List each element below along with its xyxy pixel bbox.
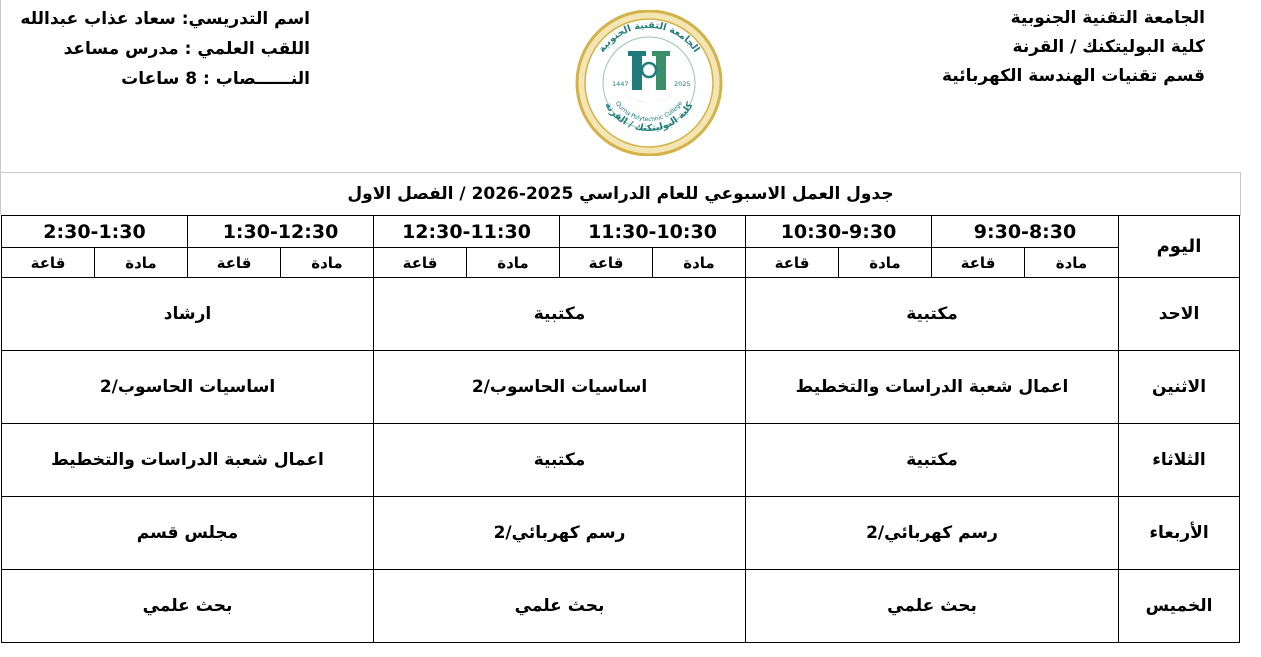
day-name: الاثنين [1119, 351, 1240, 424]
subject-label: مادة [653, 248, 746, 278]
time-slot: 9:30-8:30 [932, 216, 1119, 248]
instructor-header [20, 4, 310, 94]
schedule-title: جدول العمل الاسبوعي للعام الدراسي 2025-2026 / الفصل الاول [0, 172, 1240, 215]
room-label: قاعة [560, 248, 653, 278]
schedule-table [1, 215, 1240, 643]
schedule-cell: بحث علمي [374, 570, 746, 643]
frame-line [0, 0, 1, 172]
department-name: قسم تقنيات الهندسة الكهربائية [942, 66, 1205, 86]
subject-label: مادة [1025, 248, 1119, 278]
table-row [2, 497, 1240, 570]
schedule-cell: مكتبية [374, 278, 746, 351]
time-slot: 1:30-12:30 [188, 216, 374, 248]
institution-header [905, 4, 1205, 91]
logo-english-text: Qurna Polytechnic College [613, 100, 685, 124]
schedule-cell: ارشاد [2, 278, 374, 351]
schedule-cell: بحث علمي [2, 570, 374, 643]
day-name: الاحد [1119, 278, 1240, 351]
table-row [2, 278, 1240, 351]
time-slot: 10:30-9:30 [746, 216, 932, 248]
subject-label: مادة [95, 248, 188, 278]
schedule-cell: اساسيات الحاسوب/2 [2, 351, 374, 424]
schedule-cell: اساسيات الحاسوب/2 [374, 351, 746, 424]
college-name: كلية البوليتكنك / القرنة [1012, 37, 1205, 57]
schedule-cell: مكتبية [374, 424, 746, 497]
university-name: الجامعة التقنية الجنوبية [1010, 8, 1205, 28]
table-row [2, 570, 1240, 643]
schedule-cell: مكتبية [746, 424, 1119, 497]
time-slot: 12:30-11:30 [374, 216, 560, 248]
room-label: قاعة [2, 248, 95, 278]
schedule-cell: مكتبية [746, 278, 1119, 351]
subject-label: مادة [467, 248, 560, 278]
schedule-cell: مجلس قسم [2, 497, 374, 570]
schedule-cell: رسم كهربائي/2 [746, 497, 1119, 570]
subject-label: مادة [839, 248, 932, 278]
teaching-load: النــــــصاب : 8 ساعات [121, 69, 310, 89]
day-name: الأربعاء [1119, 497, 1240, 570]
schedule-cell: رسم كهربائي/2 [374, 497, 746, 570]
college-logo [572, 10, 726, 156]
room-label: قاعة [932, 248, 1025, 278]
logo-year-left: 1447 [612, 80, 629, 88]
day-name: الثلاثاء [1119, 424, 1240, 497]
logo-bottom-text: كلية البوليتكنك / القرنة [602, 100, 696, 134]
day-header: اليوم [1119, 216, 1240, 278]
subject-label: مادة [281, 248, 374, 278]
instructor-rank: اللقب العلمي : مدرس مساعد [63, 39, 310, 59]
time-slot: 2:30-1:30 [2, 216, 188, 248]
room-label: قاعة [746, 248, 839, 278]
instructor-name: اسم التدريسي: سعاد عذاب عبدالله [20, 9, 310, 29]
table-row [2, 351, 1240, 424]
schedule-cell: اعمال شعبة الدراسات والتخطيط [2, 424, 374, 497]
logo-year-right: 2025 [674, 80, 691, 88]
room-label: قاعة [374, 248, 467, 278]
schedule-cell: بحث علمي [746, 570, 1119, 643]
schedule-cell: اعمال شعبة الدراسات والتخطيط [746, 351, 1119, 424]
logo-arc-text: الجامعة التقنية الجنوبية [596, 19, 702, 55]
frame-line [1240, 172, 1241, 216]
room-label: قاعة [188, 248, 281, 278]
table-row [2, 424, 1240, 497]
day-name: الخميس [1119, 570, 1240, 643]
time-slot: 11:30-10:30 [560, 216, 746, 248]
